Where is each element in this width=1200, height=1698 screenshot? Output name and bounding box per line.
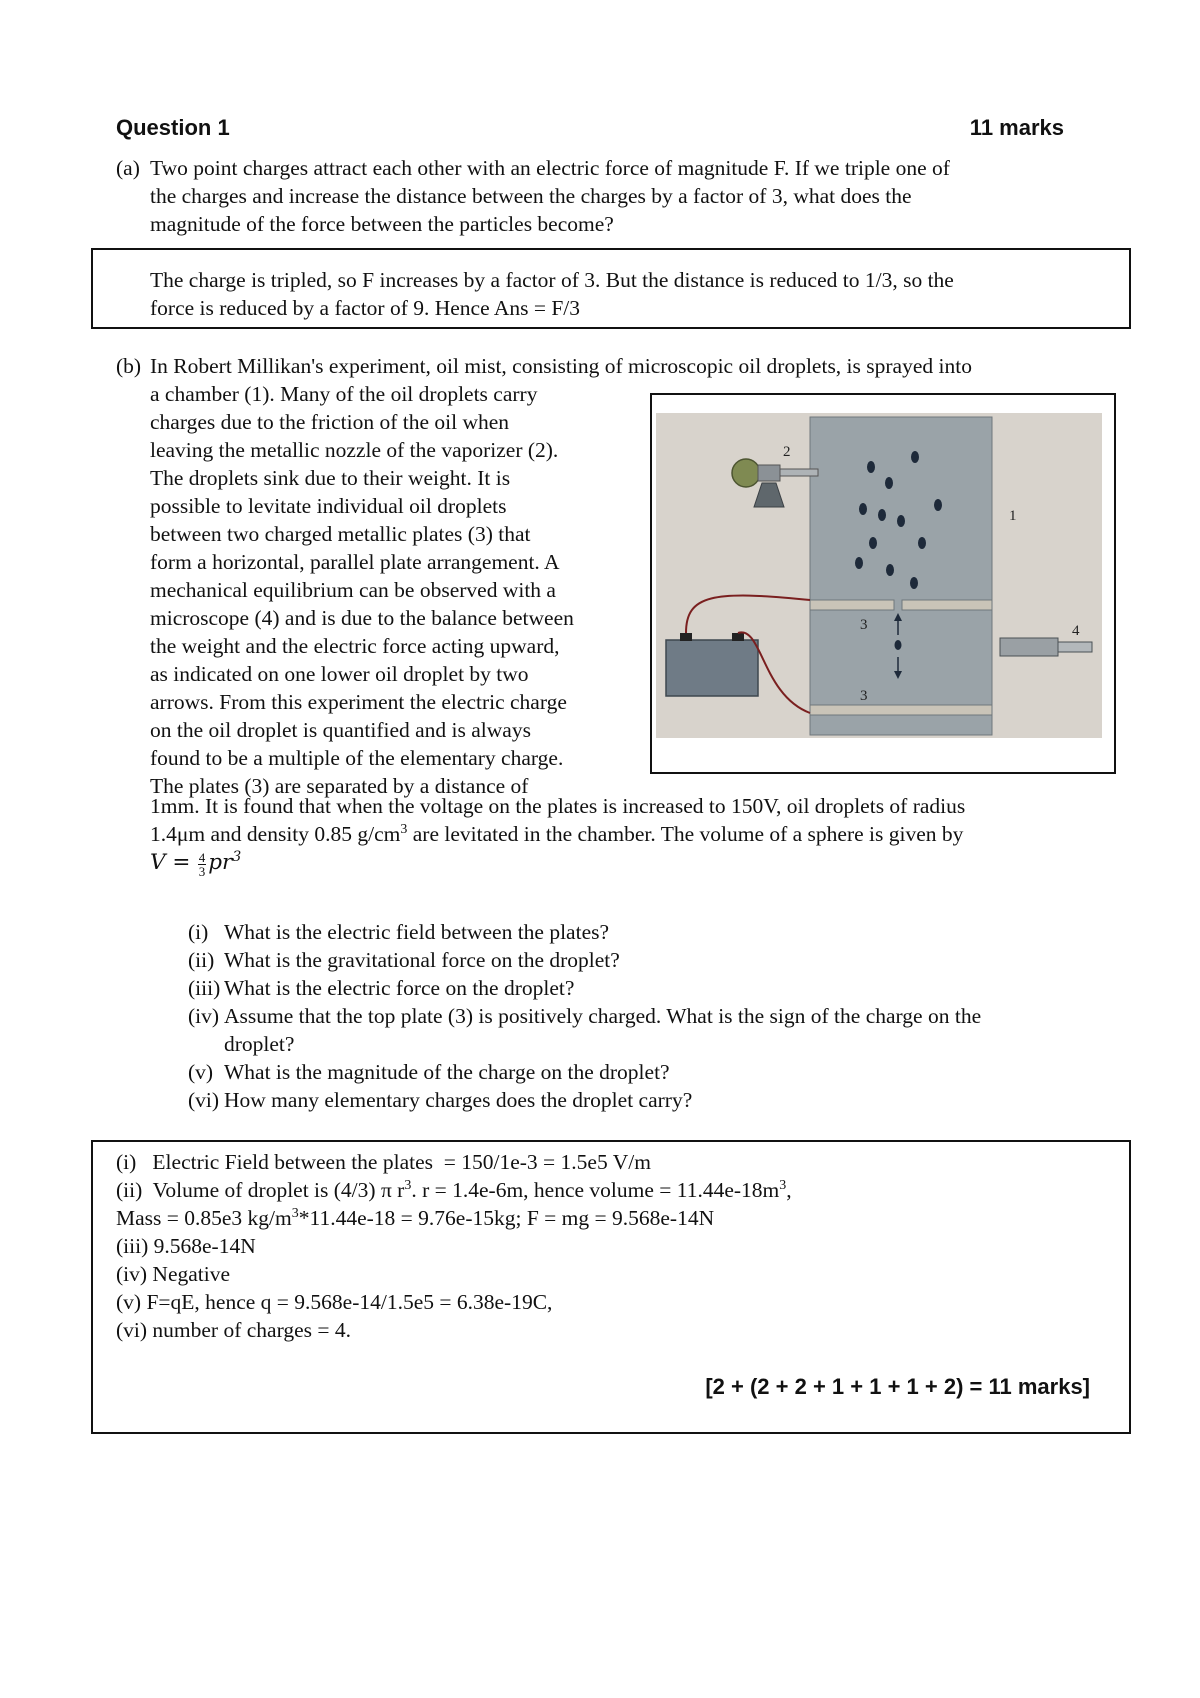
levitated-droplet [895, 640, 902, 650]
part-b-line: charges due to the friction of the oil when [150, 410, 510, 434]
part-b-line: a chamber (1). Many of the oil droplets carry [150, 382, 538, 406]
question-marks: 11 marks [969, 115, 1064, 140]
question-title: Question 1 [116, 115, 230, 140]
subquestion-item: (ii) What is the gravitational force on the droplet? [188, 948, 620, 972]
figure-label-2: 2 [783, 444, 791, 460]
figure-label-3-top: 3 [860, 617, 868, 633]
sphere-volume-formula: V = $\frac{4}{3}$ $pr^3$ [150, 848, 242, 879]
part-b-line: on the oil droplet is quantified and is always [150, 718, 531, 742]
part-b-line: leaving the metallic nozzle of the vaporizer (2). [150, 438, 559, 462]
subquestion-item: (v) What is the magnitude of the charge on the droplet? [188, 1060, 670, 1084]
answer-a-line: force is reduced by a factor of 9. Hence Ans = F/3 [150, 296, 581, 320]
part-b [116, 352, 1096, 380]
part-a-label: (a) [116, 156, 140, 180]
battery-terminal-right [732, 633, 744, 641]
top-plate-left [810, 600, 894, 610]
vaporizer-nozzle [780, 469, 818, 476]
part-a-line: Two point charges attract each other with an electric force of magnitude F. If we triple one of [150, 156, 950, 180]
answer-b-line: (iv) Negative [116, 1262, 231, 1286]
part-b-line: form a horizontal, parallel plate arrangement. A [150, 550, 560, 574]
figure-label-4: 4 [1072, 623, 1080, 639]
top-plate-right [902, 600, 992, 610]
subquestion-item: (vi) How many elementary charges does the droplet carry? [188, 1088, 693, 1112]
figure-label-1: 1 [1009, 508, 1017, 524]
subquestion-item: (i) What is the electric field between the plates? [188, 920, 610, 944]
question-header [116, 115, 1064, 141]
part-b-line: microscope (4) and is due to the balance between [150, 606, 574, 630]
part-b-line: found to be a multiple of the elementary charge. [150, 746, 564, 770]
answer-a-line: The charge is tripled, so F increases by a factor of 3. But the distance is reduced to 1/3, so the [150, 268, 954, 292]
part-b-full-line-2: 1.4μm and density 0.85 $g/cm^3$ are levitated in the chamber. The volume of a sphere is given by [150, 821, 964, 846]
microscope [1000, 638, 1058, 656]
chamber [810, 417, 992, 735]
millikan-figure-frame [650, 393, 1116, 774]
formula-fraction: $\frac{4}{3}$ [198, 849, 206, 879]
answer-b-text [116, 1148, 1116, 1344]
part-a [116, 154, 1076, 238]
answer-b-line: (iii) 9.568e-14N [116, 1234, 256, 1258]
battery [666, 640, 758, 696]
part-b-label: (b) [116, 354, 142, 378]
part-b-full-line-1: 1mm. It is found that when the voltage on the plates is increased to 150V, oil droplets of radius [150, 794, 966, 818]
marks-total: [2 + (2 + 2 + 1 + 1 + 1 + 2) = 11 marks] [705, 1374, 1090, 1399]
part-b-line: the weight and the electric force acting upward, [150, 634, 560, 658]
subquestions [188, 918, 1108, 1114]
part-b-line: as indicated on one lower oil droplet by two [150, 662, 529, 686]
subquestion-item: (iv) Assume that the top plate (3) is positively charged. What is the sign of the charge on the [188, 1004, 982, 1028]
part-b-wrapped-text [150, 380, 650, 800]
part-b-line: arrows. From this experiment the electric charge [150, 690, 567, 714]
part-b-line: possible to levitate individual oil droplets [150, 494, 507, 518]
vaporizer-bulb [732, 459, 760, 487]
part-a-line: the charges and increase the distance between the charges by a factor of 3, what does the [150, 184, 912, 208]
bottom-plate [810, 705, 992, 715]
microscope-tube [1058, 642, 1092, 652]
subquestion-item: (iii) What is the electric force on the droplet? [188, 976, 575, 1000]
part-b-line: The plates (3) are separated by a distance of [150, 774, 529, 798]
part-b-continuation [150, 792, 1110, 878]
part-b-line: The droplets sink due to their weight. It is [150, 466, 511, 490]
answer-b-line: (i) Electric Field between the plates = 150/1e-3 = 1.5e5 V/m [116, 1150, 651, 1174]
answer-b-line: (vi) number of charges = 4. [116, 1318, 352, 1342]
part-b-line: between two charged metallic plates (3) that [150, 522, 531, 546]
part-b-first-line: In Robert Millikan's experiment, oil mist, consisting of microscopic oil droplets, is sprayed into [150, 354, 972, 378]
figure-label-3-bottom: 3 [860, 688, 868, 704]
millikan-apparatus-diagram [652, 395, 1114, 772]
vaporizer-body [758, 465, 780, 481]
battery-terminal-left [680, 633, 692, 641]
part-b-line: mechanical equilibrium can be observed with a [150, 578, 556, 602]
answer-a-text [150, 266, 1120, 322]
answer-b-line: (v) F=qE, hence q = 9.568e-14/1.5e5 = 6.38e-19C, [116, 1290, 553, 1314]
part-a-line: magnitude of the force between the particles become? [150, 212, 614, 236]
subquestion-item: droplet? [224, 1032, 295, 1056]
answer-b-line: (ii) Volume of droplet is (4/3) π $r^3$. r = 1.4e-6m, hence volume = $11.44e-18m^3$, [116, 1177, 792, 1202]
answer-b-line: Mass = 0.85e3 $kg/m^3*11.44e-18 = 9.76e-15kg$; F = mg = 9.568e-14N [116, 1205, 715, 1230]
